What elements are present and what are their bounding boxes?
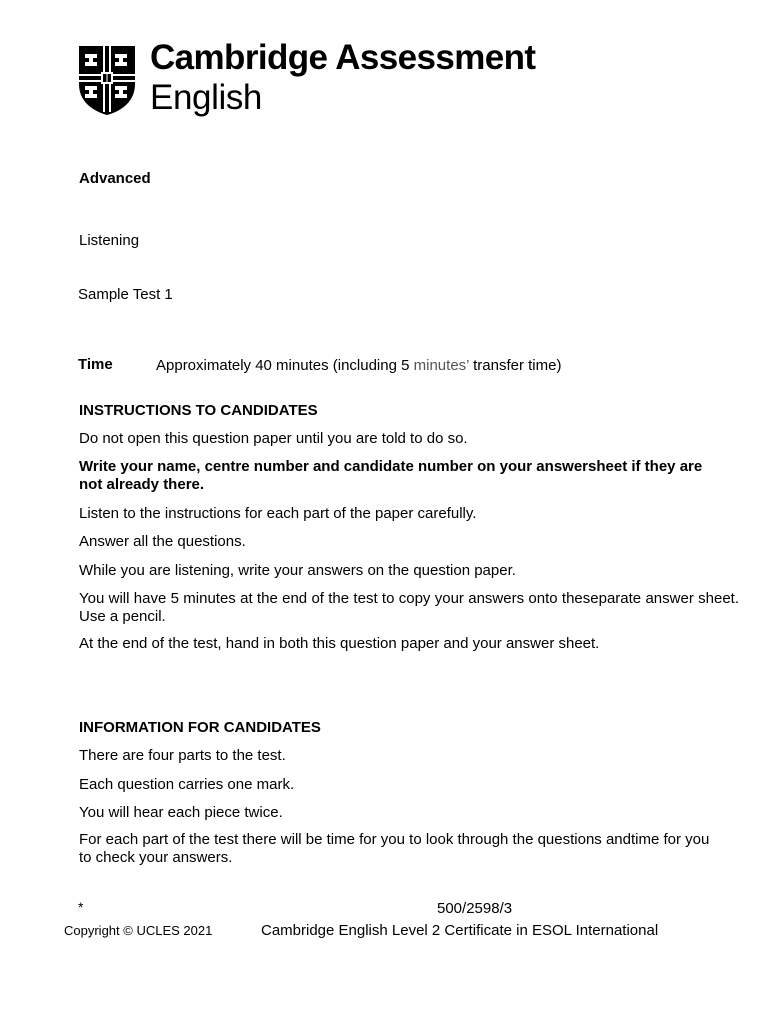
instruction-item: While you are listening, write your answers on the question paper. [79, 562, 516, 579]
instruction-item: At the end of the test, hand in both this question paper and your answer sheet. [79, 635, 600, 652]
instruction-item: Answer all the questions. [79, 533, 246, 550]
footer-certificate: Cambridge English Level 2 Certificate in ESOL International [261, 922, 659, 939]
exam-level: Advanced [79, 170, 151, 187]
cambridge-shield-icon [77, 44, 137, 116]
time-value-start: Approximately 40 minutes (including 5 [156, 357, 414, 374]
information-item: You will hear each piece twice. [79, 804, 283, 821]
brand-line-1: Cambridge Assessment [150, 38, 536, 77]
time-label: Time [78, 356, 113, 373]
brand-line-2: English [150, 78, 262, 117]
test-name: Sample Test 1 [78, 286, 173, 303]
instruction-item: Write your name, centre number and candidate number on your answersheet if they are not already there. [79, 458, 703, 493]
time-value-end: transfer time) [468, 357, 562, 374]
instruction-item: Listen to the instructions for each part of the paper carefully. [79, 505, 477, 522]
footer-code: 500/2598/3 [437, 900, 513, 917]
footer-copyright: Copyright © UCLES 2021 [64, 923, 213, 938]
time-value [156, 357, 561, 375]
paper-name: Listening [79, 232, 140, 249]
information-item: There are four parts to the test. [79, 747, 286, 764]
information-item: Each question carries one mark. [79, 776, 295, 793]
footer-asterisk: * [78, 899, 84, 915]
instruction-item: Do not open this question paper until you are told to do so. [79, 430, 468, 447]
instructions-heading: INSTRUCTIONS TO CANDIDATES [79, 402, 318, 419]
information-heading: INFORMATION FOR CANDIDATES [79, 719, 321, 736]
information-item: For each part of the test there will be time for you to look through the questions andtime for you to check your answers. [79, 831, 710, 866]
time-value-mid: minutes’ [413, 357, 469, 374]
instruction-item: You will have 5 minutes at the end of the test to copy your answers onto theseparate answer sheet. Use a pencil. [79, 590, 739, 625]
